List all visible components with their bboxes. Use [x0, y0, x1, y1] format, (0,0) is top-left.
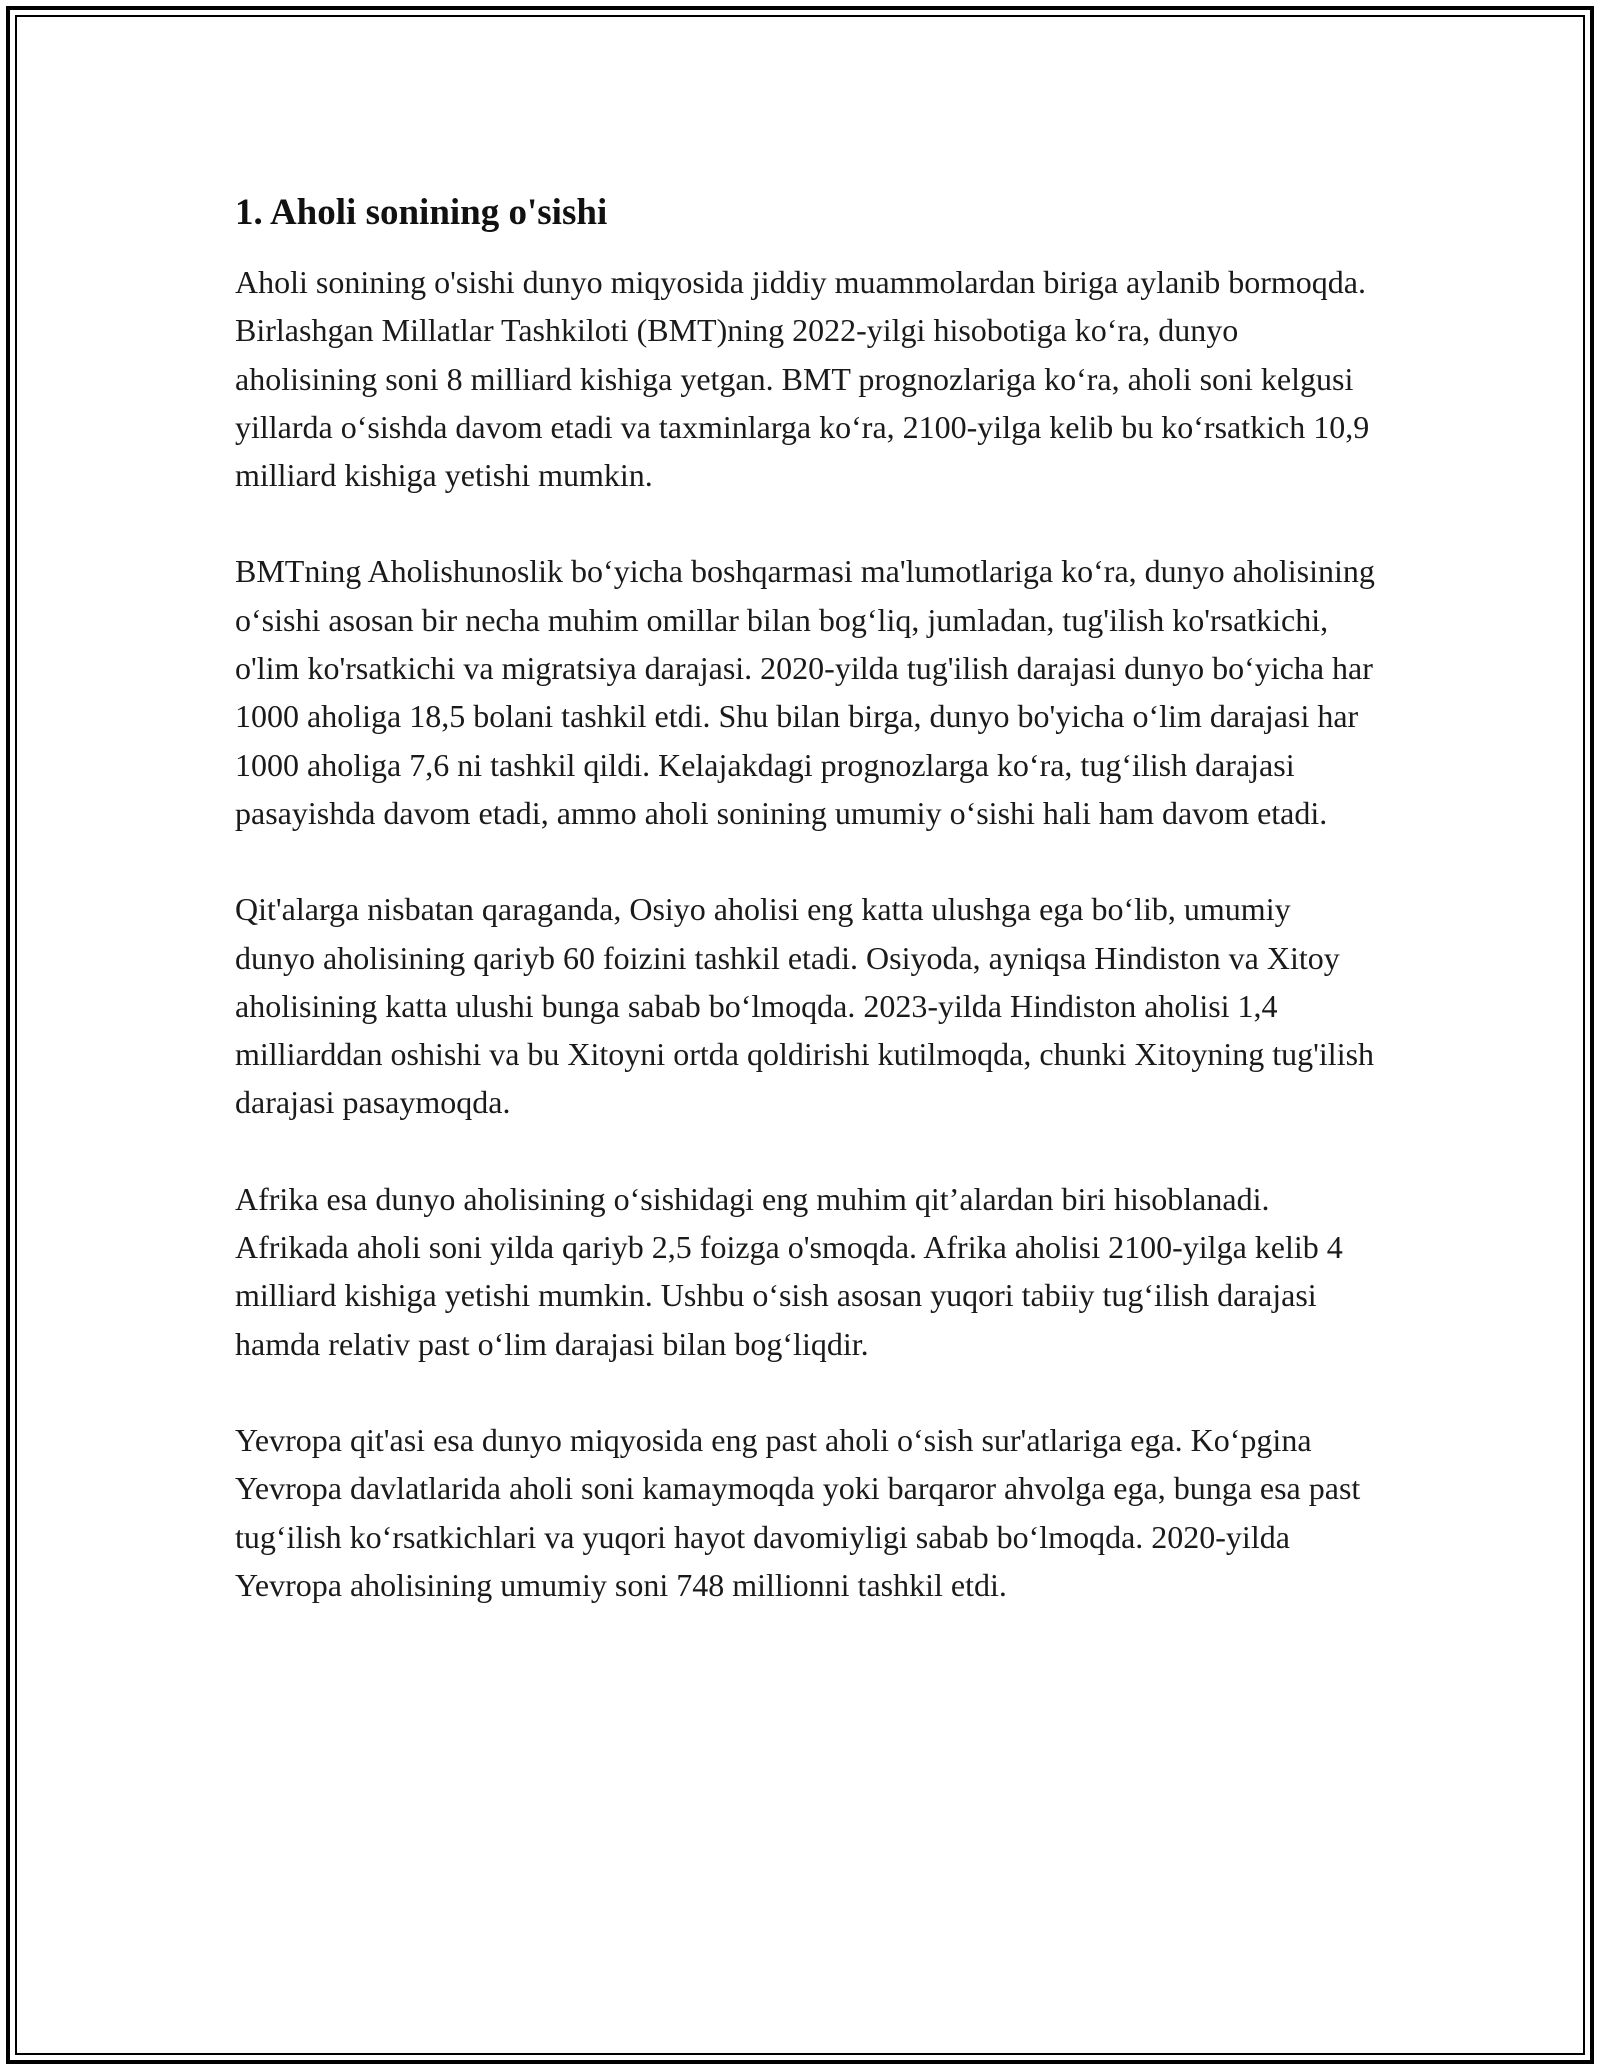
- paragraph-africa: Afrika esa dunyo aholisining o‘sishidagi eng muhim qit’alardan biri hisoblanadi. Afrikada aholi soni yilda qariyb 2,5 foizga o'smoqda. Afrika aholisi 2100-yilga kelib 4 milliard kishiga yetishi mumkin. Ushbu o‘sish asosan yuqori tabiiy tug‘ilish darajasi hamda relativ past o‘lim darajasi bilan bog‘liqdir.: [235, 1180, 1343, 1362]
- paragraph-europe: Yevropa qit'asi esa dunyo miqyosida eng past aholi o‘sish sur'atlariga ega. Ko‘pgina Yevropa davlatlarida aholi soni kamaymoqda yoki barqaror ahvolga ega, bunga esa past tug‘ilish ko‘rsatkichlari va yuqori hayot davomiyligi sabab bo‘lmoqda. 2020-yilda Yevropa aholisining umumiy soni 748 millionni tashkil etdi.: [235, 1421, 1361, 1603]
- paragraph-growth-factors: BMTning Aholishunoslik bo‘yicha boshqarmasi ma'lumotlariga ko‘ra, dunyo aholisining o‘sishi asosan bir necha muhim omillar bilan bog‘liq, jumladan, tug'ilish ko'rsatkichi, o'lim ko'rsatkichi va migratsiya darajasi. 2020-yilda tug'ilish darajasi dunyo bo‘yicha har 1000 aholiga 18,5 bolani tashkil etdi. Shu bilan birga, dunyo bo'yicha o‘lim darajasi har 1000 aholiga 7,6 ni tashkil qildi. Kelajakdagi prognozlarga ko‘ra, tug‘ilish darajasi pasayishda davom etadi, ammo aholi sonining umumiy o‘sishi hali ham davom etadi.: [235, 553, 1375, 831]
- paragraph-population-growth: Aholi sonining o'sishi dunyo miqyosida jiddiy muammolardan biriga aylanib bormoqda. Birlashgan Millatlar Tashkiloti (BMT)ning 2022-yilgi hisobotiga ko‘ra, dunyo aholisining soni 8 milliard kishiga yetgan. BMT prognozlariga ko‘ra, aholi soni kelgusi yillarda o‘sishda davom etadi va taxminlarga ko‘ra, 2100-yilga kelib bu ko‘rsatkich 10,9 milliard kishiga yetishi mumkin.: [235, 264, 1370, 494]
- document-body: [235, 188, 1375, 1657]
- paragraph-asia: Qit'alarga nisbatan qaraganda, Osiyo aholisi eng katta ulushga ega bo‘lib, umumiy dunyo aholisining qariyb 60 foizini tashkil etadi. Osiyoda, ayniqsa Hindiston va Xitoy aholisining katta ulushi bunga sabab bo‘lmoqda. 2023-yilda Hindiston aholisi 1,4 milliarddan oshishi va bu Xitoyni ortda qoldirishi kutilmoqda, chunki Xitoyning tug'ilish darajasi pasaymoqda.: [235, 891, 1375, 1121]
- section-heading: 1. Aholi sonining o'sishi: [235, 192, 608, 233]
